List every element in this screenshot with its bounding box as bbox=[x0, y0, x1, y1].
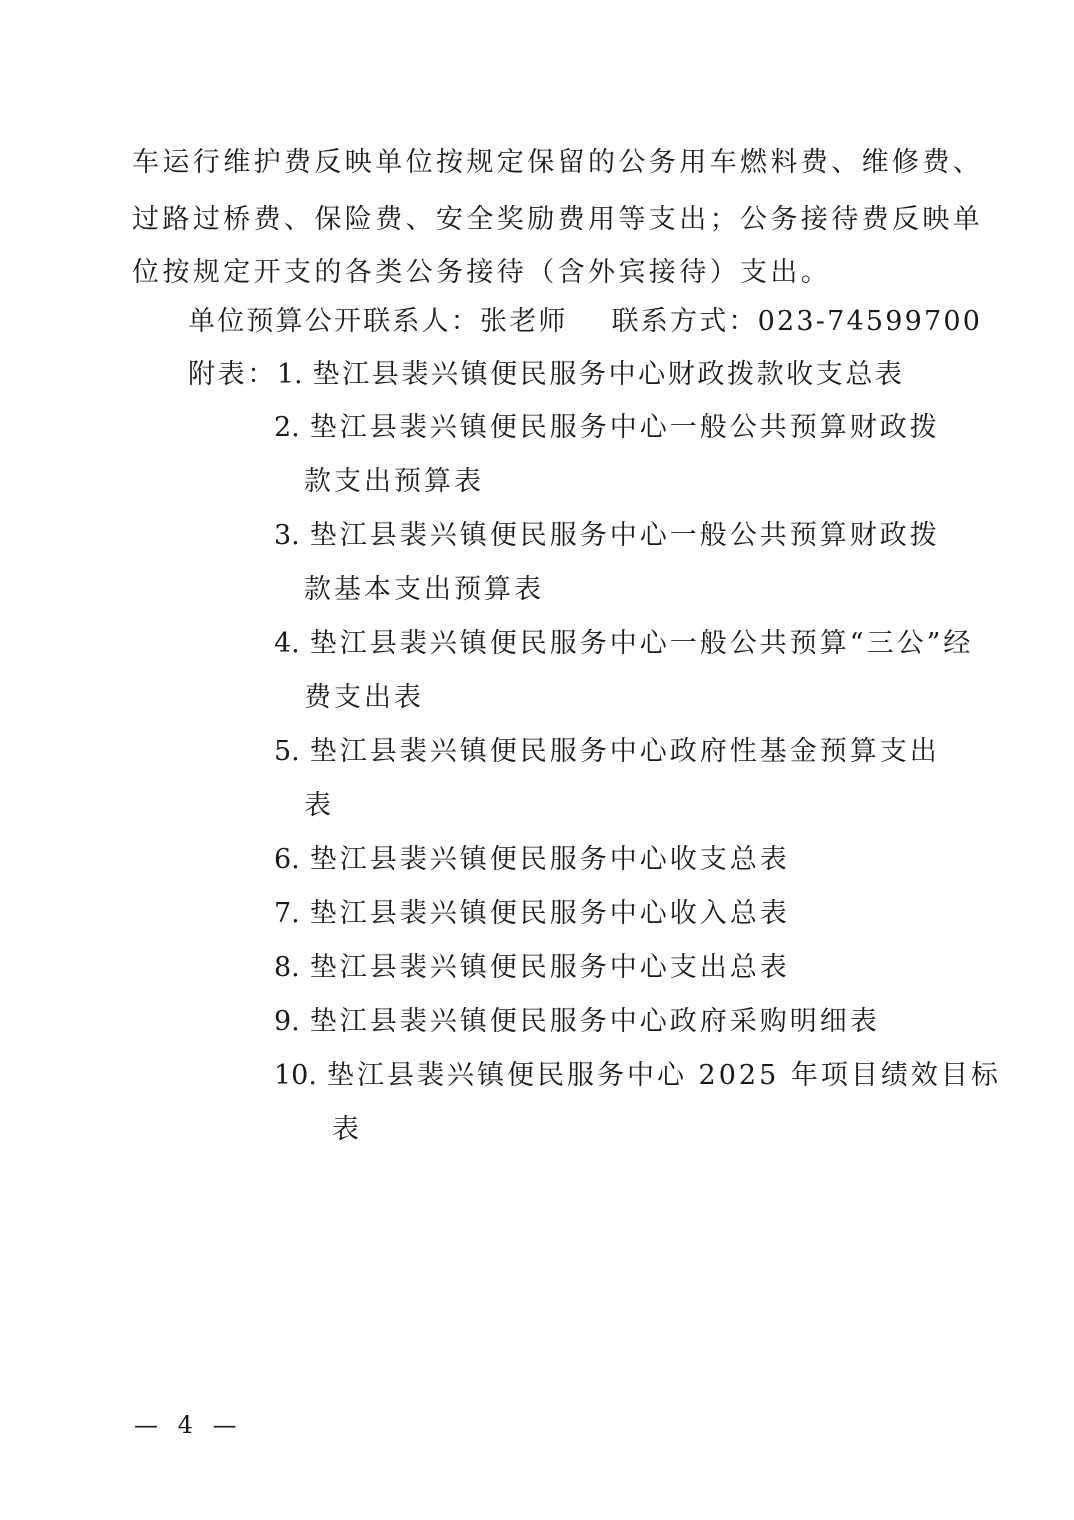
attachment-title: 垫江县裴兴镇便民服务中心支出总表 bbox=[309, 952, 790, 983]
page-number: — 4 — bbox=[134, 1411, 243, 1439]
attachments-label: 附表： bbox=[188, 359, 277, 390]
attachment-item-1: 附表：1. 垫江县裴兴镇便民服务中心财政拨款收支总表 bbox=[188, 359, 905, 390]
attachment-item-2: 2. 垫江县裴兴镇便民服务中心一般公共预算财政拨 bbox=[274, 412, 940, 443]
attachment-item-8: 8. 垫江县裴兴镇便民服务中心支出总表 bbox=[274, 952, 790, 983]
attachment-item-3-continued: 款基本支出预算表 bbox=[304, 574, 544, 605]
attachment-item-4-continued: 费支出表 bbox=[304, 682, 424, 713]
attachment-item-2-continued: 款支出预算表 bbox=[304, 466, 484, 497]
paragraph-line-1: 车运行维护费反映单位按规定保留的公务用车燃料费、维修费、 bbox=[132, 147, 984, 178]
attachment-item-3: 3. 垫江县裴兴镇便民服务中心一般公共预算财政拨 bbox=[274, 520, 940, 551]
paragraph-line-2: 过路过桥费、保险费、安全奖励费用等支出；公务接待费反映单 bbox=[132, 204, 984, 235]
attachment-item-5-continued: 表 bbox=[304, 790, 334, 821]
paragraph-line-3: 位按规定开支的各类公务接待（含外宾接待）支出。 bbox=[132, 257, 832, 288]
attachment-title: 垫江县裴兴镇便民服务中心收支总表 bbox=[309, 844, 790, 875]
contact-method: 联系方式：023-74599700 bbox=[611, 306, 983, 337]
attachment-item-6: 6. 垫江县裴兴镇便民服务中心收支总表 bbox=[274, 844, 790, 875]
contact-person: 单位预算公开联系人：张老师 bbox=[188, 306, 568, 337]
attachment-item-10: 10. 垫江县裴兴镇便民服务中心 2025 年项目绩效目标 bbox=[274, 1060, 1001, 1091]
attachment-title: 垫江县裴兴镇便民服务中心一般公共预算“三公”经 bbox=[309, 628, 974, 659]
attachment-title: 垫江县裴兴镇便民服务中心 2025 年项目绩效目标 bbox=[326, 1060, 1001, 1091]
contact-line bbox=[188, 305, 982, 339]
attachment-title: 垫江县裴兴镇便民服务中心财政拨款收支总表 bbox=[312, 359, 905, 390]
attachment-item-7: 7. 垫江县裴兴镇便民服务中心收入总表 bbox=[274, 898, 790, 929]
attachment-item-5: 5. 垫江县裴兴镇便民服务中心政府性基金预算支出 bbox=[274, 736, 940, 767]
attachment-title: 垫江县裴兴镇便民服务中心政府采购明细表 bbox=[309, 1006, 880, 1037]
attachment-title: 垫江县裴兴镇便民服务中心收入总表 bbox=[309, 898, 790, 929]
attachment-item-4: 4. 垫江县裴兴镇便民服务中心一般公共预算“三公”经 bbox=[274, 628, 974, 659]
attachment-item-10-continued: 表 bbox=[332, 1114, 362, 1145]
attachment-title: 垫江县裴兴镇便民服务中心一般公共预算财政拨 bbox=[309, 412, 940, 443]
attachment-title: 垫江县裴兴镇便民服务中心一般公共预算财政拨 bbox=[309, 520, 940, 551]
attachment-item-9: 9. 垫江县裴兴镇便民服务中心政府采购明细表 bbox=[274, 1006, 880, 1037]
attachment-title: 垫江县裴兴镇便民服务中心政府性基金预算支出 bbox=[309, 736, 940, 767]
